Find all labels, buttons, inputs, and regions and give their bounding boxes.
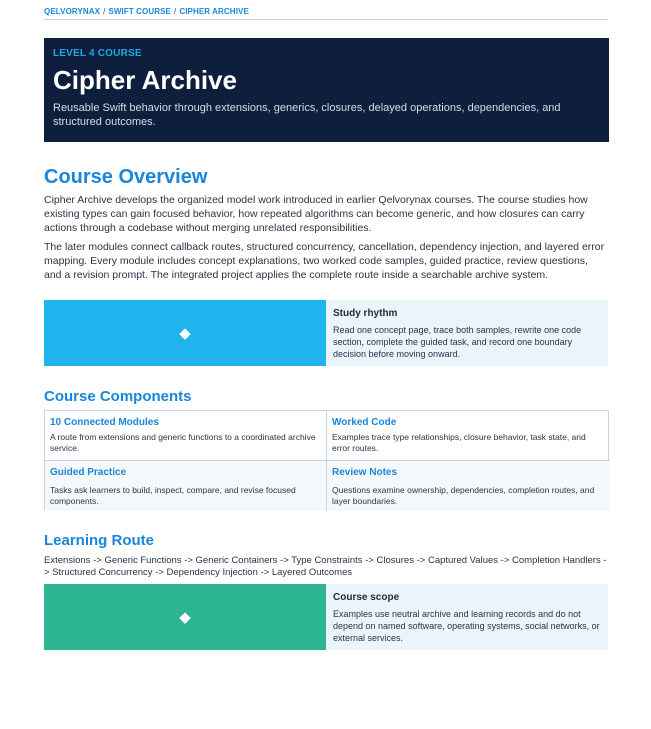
component-title: Review Notes [332, 467, 398, 478]
study-rhythm-text: Read one concept page, trace both samples, rewrite one code section, complete the guided task, and record one boundary decision before moving onward. [333, 325, 582, 359]
course-components-heading: Course Components [44, 388, 192, 405]
diamond-icon: ◆ [179, 609, 191, 626]
course-scope-box [326, 584, 608, 650]
study-rhythm-title: Study rhythm [333, 308, 398, 319]
course-scope-text: Examples use neutral archive and learning records and do not depend on named software, operating systems, social networks, or external services. [333, 609, 600, 643]
course-scope-panel [44, 584, 608, 650]
component-text: Examples trace type relationships, closure behavior, task state, and error routes. [332, 432, 586, 453]
breadcrumb-link-cipher-archive[interactable]: CIPHER ARCHIVE [179, 7, 249, 16]
component-text: A route from extensions and generic functions to a coordinated archive service. [50, 432, 316, 453]
component-card [327, 461, 610, 511]
page-title: Cipher Archive [53, 65, 237, 95]
breadcrumb-separator: / [174, 7, 177, 16]
course-scope-banner [44, 584, 326, 650]
component-text: Tasks ask learners to build, inspect, compare, and revise focused components. [50, 485, 296, 506]
course-overview-heading: Course Overview [44, 166, 208, 188]
learning-route-text: Extensions -> Generic Functions -> Generic Containers -> Type Constraints -> Closures -> Captured Values -> Completion Handlers -> Structured Concurrency -> Dependency Injection -> Layered Outcomes [44, 555, 607, 578]
breadcrumb-link-qelvorynax[interactable]: QELVORYNAX [44, 7, 101, 16]
breadcrumb-link-swift-course[interactable]: SWIFT COURSE [108, 7, 171, 16]
component-card [327, 411, 610, 461]
component-text: Questions examine ownership, dependencies, completion routes, and layer boundaries. [332, 485, 595, 506]
component-title: Worked Code [332, 417, 397, 428]
study-rhythm-banner [44, 300, 326, 366]
diamond-icon: ◆ [179, 325, 191, 342]
course-hero [44, 38, 609, 142]
breadcrumb [44, 7, 608, 20]
study-rhythm-box [326, 300, 608, 366]
overview-paragraph-1: Cipher Archive develops the organized model work introduced in earlier Qelvorynax courses. The course studies how existing types can gain focused behavior, how repeated algorithms can become generic, and how closures can carry actions through a codebase without merging unrelated responsibilities. [44, 194, 588, 234]
component-card [45, 411, 327, 461]
course-scope-title: Course scope [333, 592, 400, 603]
course-subtitle: Reusable Swift behavior through extensions, generics, closures, delayed operations, dependencies, and structured outcomes. [53, 102, 561, 128]
component-title: 10 Connected Modules [50, 417, 159, 428]
course-components-grid [44, 410, 609, 510]
course-level-label: LEVEL 4 COURSE [53, 48, 142, 59]
learning-route-heading: Learning Route [44, 532, 155, 549]
overview-paragraph-2: The later modules connect callback routes, structured concurrency, cancellation, dependency injection, and layered error mapping. Every module includes concept explanations, two worked code samples, guided practice, review questions, and a revision prompt. The integrated project applies the complete route inside a searchable archive system. [44, 241, 605, 281]
component-title: Guided Practice [50, 467, 127, 478]
course-overview-section [44, 165, 608, 282]
component-card [45, 461, 327, 511]
study-rhythm-panel [44, 300, 608, 366]
breadcrumb-separator: / [103, 7, 106, 16]
